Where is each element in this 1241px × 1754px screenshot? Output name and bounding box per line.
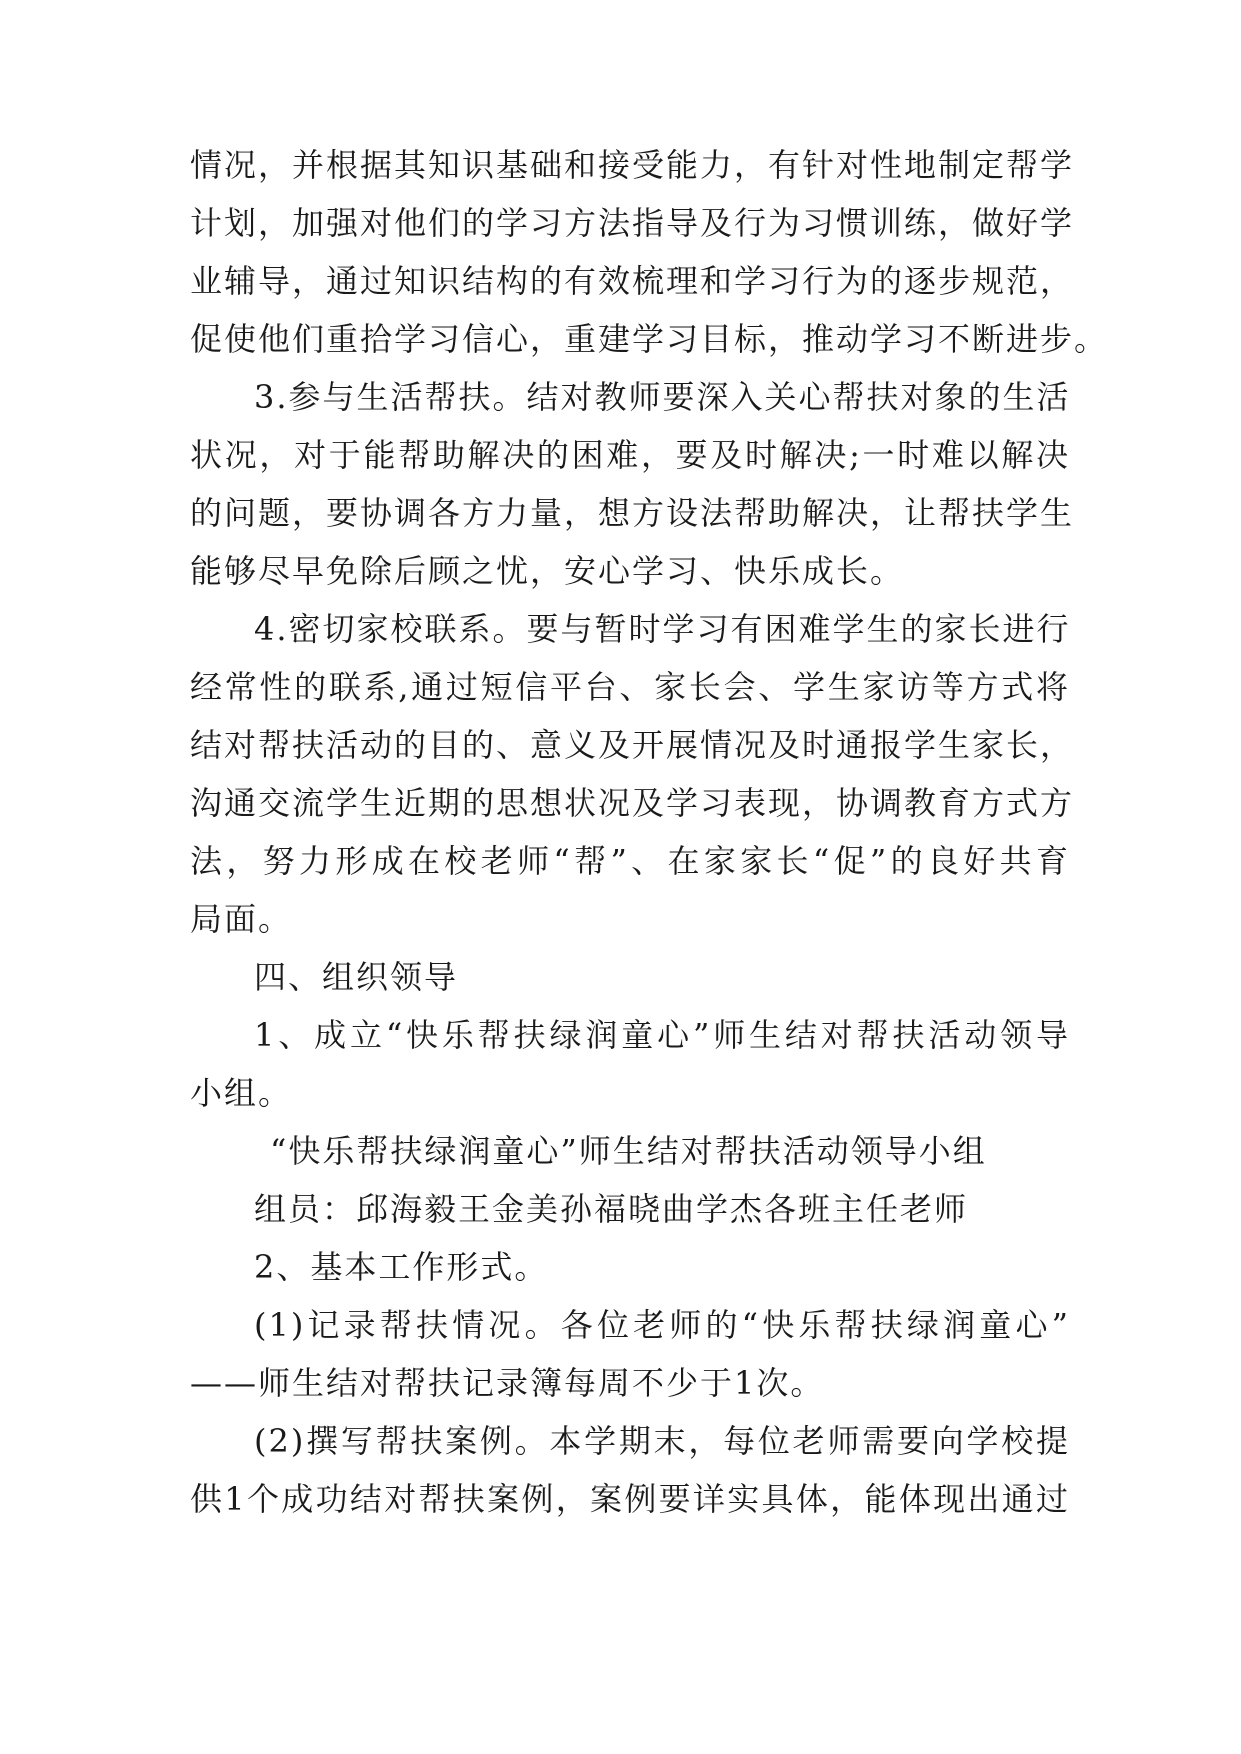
text-line: ——师生结对帮扶记录簿每周不少于1次。 [190,1364,825,1402]
text-line: 结对帮扶活动的目的、意义及开展情况及时通报学生家长， [190,726,1075,764]
text-line: 的问题，要协调各方力量，想方设法帮助解决，让帮扶学生 [190,494,1075,532]
text-line: 沟通交流学生近期的思想状况及学习表现，协调教育方式方 [190,784,1075,822]
text-line: 供1个成功结对帮扶案例，案例要详实具体，能体现出通过 [190,1480,1070,1518]
text-line: 4.密切家校联系。要与暂时学习有困难学生的家长进行 [254,610,1071,648]
text-line: (1)记录帮扶情况。各位老师的“快乐帮扶绿润童心” [254,1306,1070,1344]
text-line: 2、基本工作形式。 [254,1248,549,1286]
text-line: 促使他们重拾学习信心，重建学习目标，推动学习不断进步。 [190,320,1109,358]
text-line: 经常性的联系,通过短信平台、家长会、学生家访等方式将 [190,668,1070,706]
text-line: 能够尽早免除后顾之忧，安心学习、快乐成长。 [190,552,905,590]
group-title: “快乐帮扶绿润童心”师生结对帮扶活动领导小组 [270,1132,987,1170]
text-line: 1、成立“快乐帮扶绿润童心”师生结对帮扶活动领导 [254,1016,1070,1054]
group-members: 组员：邱海毅王金美孙福晓曲学杰各班主任老师 [254,1190,969,1228]
text-line: 小组。 [190,1074,293,1112]
text-line: 计划，加强对他们的学习方法指导及行为习惯训练，做好学 [190,204,1075,242]
text-line: 法，努力形成在校老师“帮”、在家家长“促”的良好共育 [190,842,1070,880]
text-line: 3.参与生活帮扶。结对教师要深入关心帮扶对象的生活 [254,378,1071,416]
text-line: 局面。 [190,900,293,938]
text-line: (2)撰写帮扶案例。本学期末，每位老师需要向学校提 [254,1422,1070,1460]
section-heading: 四、组织领导 [254,958,459,996]
text-line: 状况，对于能帮助解决的困难，要及时解决;一时难以解决 [190,436,1070,474]
text-line: 情况，并根据其知识基础和接受能力，有针对性地制定帮学 [190,146,1075,184]
text-line: 业辅导，通过知识结构的有效梳理和学习行为的逐步规范， [190,262,1075,300]
